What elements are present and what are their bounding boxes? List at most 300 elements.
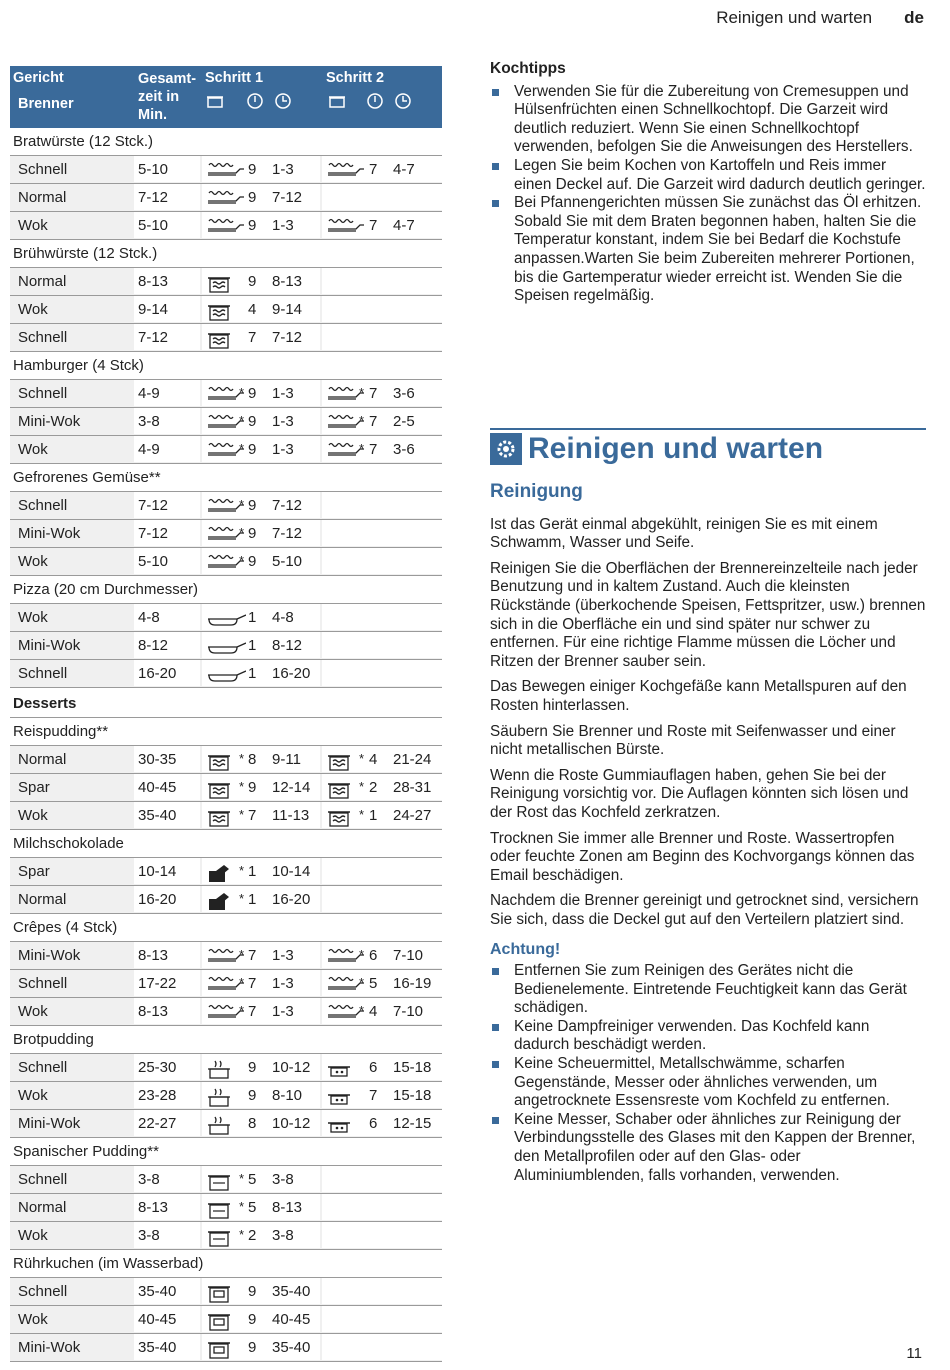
kochtipp-item: Legen Sie beim Kochen von Kartoffeln und Reis immer einen Deckel auf. Die Garzeit wird dadurch deutlich geringer.	[490, 157, 926, 194]
grill-icon	[326, 161, 366, 185]
step-time: 7-10	[393, 1003, 424, 1020]
grill-icon	[206, 217, 246, 241]
burner-label: Mini-Wok	[18, 525, 81, 542]
dish-label: Milchschokolade	[13, 835, 124, 852]
step-time: 10-14	[272, 863, 311, 880]
table-row	[10, 296, 442, 324]
power-level: 9	[248, 441, 257, 458]
table-row	[10, 970, 442, 998]
step-time: 1-3	[272, 947, 294, 964]
table-row	[10, 1278, 442, 1306]
power-level: 9	[248, 273, 257, 290]
burner-label: Wok	[18, 441, 48, 458]
step-time: 3-8	[272, 1171, 294, 1188]
step-time: 11-13	[272, 807, 310, 824]
step-time: 3-8	[272, 1227, 294, 1244]
total-time: 9-14	[138, 301, 169, 318]
power-level: 7	[248, 807, 257, 824]
dish-row	[10, 464, 442, 492]
table-row	[10, 886, 442, 914]
table-row	[10, 802, 442, 830]
burner-label: Wok	[18, 807, 48, 824]
table-row	[10, 1166, 442, 1194]
power-level: 9	[248, 525, 257, 542]
step-time: 16-20	[272, 891, 311, 908]
power-level: 7	[248, 1003, 257, 1020]
burner-label: Spar	[18, 779, 50, 796]
step2-cell-bg	[322, 1222, 442, 1248]
power-level: 1	[248, 665, 257, 682]
dish-row	[10, 830, 442, 858]
star-marker: *	[359, 441, 365, 456]
step2-cell-bg	[322, 268, 442, 294]
power-level: 8	[248, 1115, 257, 1132]
power-level: 5	[248, 1199, 257, 1216]
table-row	[10, 380, 442, 408]
step-time: 8-10	[272, 1087, 303, 1104]
power-level: 9	[248, 553, 257, 570]
burner-label: Wok	[18, 609, 48, 626]
star-marker: *	[239, 779, 245, 794]
burner-label: Normal	[18, 273, 67, 290]
step-time: 8-13	[272, 1199, 303, 1216]
step-time: 1-3	[272, 385, 294, 402]
page-header	[716, 8, 924, 28]
table-row	[10, 604, 442, 632]
burner-label: Schnell	[18, 1059, 68, 1076]
power-level: 2	[248, 1227, 257, 1244]
step-time: 15-18	[393, 1059, 432, 1076]
table-row	[10, 1194, 442, 1222]
table-row	[10, 1334, 442, 1362]
step2-cell-bg	[322, 886, 442, 912]
reinigung-paragraph: Trocknen Sie immer alle Brenner und Roste. Wassertropfen oder feuchte Zonen am Beginn des Kochvorgangs können das Email beschädigen.	[490, 829, 915, 884]
step2-cell-bg	[322, 548, 442, 574]
burner-label: Normal	[18, 891, 67, 908]
total-time: 7-12	[138, 189, 169, 206]
power-level: 4	[369, 751, 378, 768]
grill-icon	[206, 189, 246, 213]
step-time: 8-13	[272, 273, 303, 290]
step2-cell-bg	[322, 660, 442, 686]
burner-label: Schnell	[18, 161, 68, 178]
warning-item: Keine Messer, Schaber oder ähnliches zur Reinigung der Verbindungsstelle des Glases mit den Kappen der Brenner, den Metallprofilen oder auf den Glas- oder Aluminiumblenden, falls vorhanden, verwenden.	[490, 1111, 926, 1185]
table-row	[10, 632, 442, 660]
burner-label: Normal	[18, 1199, 67, 1216]
step-time: 1-3	[272, 161, 294, 178]
power-level: 9	[248, 189, 257, 206]
step-time: 15-18	[393, 1087, 432, 1104]
grill-icon	[206, 161, 246, 185]
burner-label: Schnell	[18, 1283, 68, 1300]
grill-icon	[326, 217, 366, 241]
pot-icon	[206, 92, 224, 110]
total-time: 25-30	[138, 1059, 177, 1076]
dish-row	[10, 352, 442, 380]
step-time: 9-11	[272, 751, 301, 768]
pan-icon	[206, 637, 246, 661]
table-row	[10, 492, 442, 520]
star-marker: *	[239, 525, 245, 540]
reinigung-paragraph: Das Bewegen einiger Kochgefäße kann Metallspuren auf den Rosten hinterlassen.	[490, 678, 907, 714]
star-marker: *	[239, 441, 245, 456]
pan-icon	[206, 665, 246, 689]
section-title: Reinigen und warten	[528, 432, 824, 465]
total-time: 16-20	[138, 665, 177, 682]
step-time: 8-12	[272, 637, 303, 654]
total-time: 7-12	[138, 497, 169, 514]
step2-cell-bg	[322, 1166, 442, 1192]
step2-cell-bg	[322, 858, 442, 884]
step-time: 3-6	[393, 385, 415, 402]
step2-cell-bg	[322, 632, 442, 658]
total-time: 8-12	[138, 637, 169, 654]
table-row	[10, 184, 442, 212]
step-time: 7-12	[272, 329, 303, 346]
total-time: 7-12	[138, 329, 169, 346]
step-time: 10-12	[272, 1059, 311, 1076]
burner-label: Mini-Wok	[18, 1339, 81, 1356]
step-time: 16-20	[272, 665, 311, 682]
power-level: 2	[369, 779, 378, 796]
total-time: 5-10	[138, 553, 169, 570]
total-time: 4-8	[138, 609, 160, 626]
step-time: 7-12	[272, 189, 303, 206]
step-time: 21-24	[393, 751, 432, 768]
table-row	[10, 268, 442, 296]
total-time: 35-40	[138, 1339, 177, 1356]
col-schritt2: Schritt 2	[326, 70, 385, 86]
power-level: 7	[248, 329, 257, 346]
power-level: 9	[248, 1311, 257, 1328]
step-time: 9-14	[272, 301, 303, 318]
kochtipps-list	[490, 83, 926, 306]
power-level: 9	[248, 217, 257, 234]
table-row	[10, 660, 442, 688]
star-marker: *	[239, 751, 245, 766]
step2-cell-bg	[322, 1194, 442, 1220]
table-row	[10, 746, 442, 774]
step2-cell-bg	[322, 1334, 442, 1360]
table-row	[10, 942, 442, 970]
power-level: 1	[248, 637, 257, 654]
step-time: 1-3	[272, 217, 294, 234]
step-time: 5-10	[272, 553, 303, 570]
table-row	[10, 1082, 442, 1110]
power-level: 7	[369, 413, 378, 430]
burner-label: Wok	[18, 217, 48, 234]
total-time: 3-8	[138, 1171, 160, 1188]
step-time: 24-27	[393, 807, 432, 824]
power-level: 1	[248, 863, 257, 880]
burner-label: Wok	[18, 301, 48, 318]
burner-label: Wok	[18, 1087, 48, 1104]
power-level: 6	[369, 947, 378, 964]
step2-cell-bg	[322, 296, 442, 322]
step-time: 4-7	[393, 161, 415, 178]
step-time: 7-12	[272, 525, 303, 542]
col-zeit: Gesamt- zeit in Min.	[138, 71, 197, 123]
burner-label: Schnell	[18, 1171, 68, 1188]
section-heading	[490, 428, 926, 466]
reinigung-section	[490, 483, 926, 1185]
power-level-icon	[366, 92, 384, 110]
step-time: 1-3	[272, 1003, 294, 1020]
bath-icon	[206, 1339, 232, 1365]
total-time: 3-8	[138, 1227, 160, 1244]
dish-row	[10, 718, 442, 746]
dish-label: Crêpes (4 Stck)	[13, 919, 118, 936]
total-time: 8-13	[138, 273, 169, 290]
star-marker: *	[359, 385, 365, 400]
star-marker: *	[239, 553, 245, 568]
clock-icon	[394, 92, 412, 110]
burner-label: Schnell	[18, 385, 68, 402]
step2-cell-bg	[322, 324, 442, 350]
warning-list	[490, 962, 926, 1185]
table-row	[10, 1306, 442, 1334]
star-marker: *	[239, 863, 245, 878]
kochtipps-title: Kochtipps	[490, 60, 566, 77]
power-level: 4	[369, 1003, 378, 1020]
star-marker: *	[239, 891, 245, 906]
power-level: 9	[248, 161, 257, 178]
total-time: 5-10	[138, 161, 169, 178]
burner-label: Wok	[18, 1003, 48, 1020]
power-level: 5	[369, 975, 378, 992]
total-time: 35-40	[138, 807, 177, 824]
total-time: 30-35	[138, 751, 177, 768]
dish-row	[10, 1250, 442, 1278]
kochtipp-item: Verwenden Sie für die Zubereitung von Cremesuppen und Hülsenfrüchten einen Schnellkochtopf. Die Garzeit wird deutlich reduziert. Wenn Sie einen Schnellkochtopf verwenden, befolgen Sie die Anweisungen des Herstellers.	[490, 83, 926, 157]
burner-label: Wok	[18, 553, 48, 570]
dish-label: Hamburger (4 Stck)	[13, 357, 144, 374]
dish-label: Bratwürste (12 Stck.)	[13, 133, 154, 150]
total-time: 16-20	[138, 891, 177, 908]
star-marker: *	[239, 1199, 245, 1214]
total-time: 3-8	[138, 413, 160, 430]
step-time: 28-31	[393, 779, 432, 796]
dish-row	[10, 240, 442, 268]
warning-item: Keine Scheuermittel, Metallschwämme, scharfen Gegenstände, Messer oder ähnliches verwenden, um angetrocknete Essensreste vom Kochfeld zu entfernen.	[490, 1055, 926, 1111]
table-row	[10, 1110, 442, 1138]
power-level: 8	[248, 751, 257, 768]
warning-title: Achtung!	[490, 941, 561, 959]
burner-label: Mini-Wok	[18, 947, 81, 964]
burner-label: Normal	[18, 751, 67, 768]
table-row	[10, 548, 442, 576]
star-marker: *	[239, 413, 245, 428]
dish-row	[10, 576, 442, 604]
step-time: 12-15	[393, 1115, 432, 1132]
total-time: 5-10	[138, 217, 169, 234]
power-level: 9	[248, 413, 257, 430]
table-row	[10, 774, 442, 802]
dish-row	[10, 1138, 442, 1166]
star-marker: *	[239, 1171, 245, 1186]
kochtipps-section	[490, 60, 926, 306]
star-marker: *	[359, 975, 365, 990]
total-time: 23-28	[138, 1087, 177, 1104]
burner-label: Spar	[18, 863, 50, 880]
step-time: 10-12	[272, 1115, 311, 1132]
table-row	[10, 156, 442, 184]
power-level: 7	[248, 975, 257, 992]
table-row	[10, 858, 442, 886]
power-level: 1	[248, 891, 257, 908]
step-time: 16-19	[393, 975, 432, 992]
total-time: 4-9	[138, 441, 160, 458]
dish-row	[10, 914, 442, 942]
step-time: 1-3	[272, 975, 294, 992]
power-level: 9	[248, 497, 257, 514]
clock-icon	[274, 92, 292, 110]
total-time: 8-13	[138, 947, 169, 964]
power-level: 9	[248, 1087, 257, 1104]
power-level-icon	[246, 92, 264, 110]
burner-label: Schnell	[18, 665, 68, 682]
power-level: 7	[248, 947, 257, 964]
star-marker: *	[359, 1003, 365, 1018]
power-level: 5	[248, 1171, 257, 1188]
star-marker: *	[359, 413, 365, 428]
step-time: 4-8	[272, 609, 294, 626]
star-marker: *	[239, 807, 245, 822]
table-body	[10, 128, 442, 1362]
star-marker: *	[359, 807, 365, 822]
pan-icon	[206, 609, 246, 633]
dish-row	[10, 1026, 442, 1054]
dish-label: Rührkuchen (im Wasserbad)	[13, 1255, 204, 1272]
reinigung-title: Reinigung	[490, 481, 583, 502]
warning-item: Entfernen Sie zum Reinigen des Gerätes nicht die Bedienelemente. Eintretende Feuchtigkeit kann das Gerät schädigen.	[490, 962, 926, 1018]
reinigung-paragraph: Säubern Sie Brenner und Roste mit Seifenwasser und einer nicht metallischen Bürste.	[490, 722, 896, 759]
dish-label: Reispudding**	[13, 723, 109, 740]
burner-label: Schnell	[18, 329, 68, 346]
total-time: 10-14	[138, 863, 177, 880]
step-time: 7-10	[393, 947, 424, 964]
table-row	[10, 1222, 442, 1250]
burner-label: Mini-Wok	[18, 1115, 81, 1132]
category-row	[10, 688, 442, 718]
step-time: 1-3	[272, 413, 294, 430]
table-row	[10, 408, 442, 436]
burner-label: Wok	[18, 1311, 48, 1328]
total-time: 4-9	[138, 385, 160, 402]
burner-label: Wok	[18, 1227, 48, 1244]
burner-label: Schnell	[18, 497, 68, 514]
header-lang: de	[904, 8, 924, 27]
star-marker: *	[239, 975, 245, 990]
reinigung-paragraph: Nachdem die Brenner gereinigt und getrocknet sind, versichern Sie sich, dass die Deckel gut auf den Verteilern platziert sind.	[490, 892, 919, 928]
table-row	[10, 520, 442, 548]
star-marker: *	[359, 947, 365, 962]
star-marker: *	[359, 779, 365, 794]
dish-label: Pizza (20 cm Durchmesser)	[13, 581, 199, 598]
power-level: 9	[248, 779, 257, 796]
cooking-table	[10, 66, 442, 1362]
reinigung-paragraphs	[490, 516, 926, 930]
step-time: 40-45	[272, 1311, 311, 1328]
power-level: 7	[369, 161, 378, 178]
star-marker: *	[239, 1227, 245, 1242]
star-marker: *	[359, 751, 365, 766]
power-level: 4	[248, 301, 257, 318]
step-time: 2-5	[393, 413, 415, 430]
step2-cell-bg	[322, 604, 442, 630]
power-level: 9	[248, 1059, 257, 1076]
table-row	[10, 998, 442, 1026]
star-marker: *	[239, 947, 245, 962]
step-time: 7-12	[272, 497, 303, 514]
total-time: 35-40	[138, 1283, 177, 1300]
header-section: Reinigen und warten	[716, 8, 873, 27]
col-schritt1: Schritt 1	[205, 70, 264, 86]
power-level: 1	[369, 807, 378, 824]
step2-cell-bg	[322, 1278, 442, 1304]
dish-row	[10, 128, 442, 156]
page-number: 11	[906, 1345, 922, 1362]
star-marker: *	[239, 385, 245, 400]
star-marker: *	[239, 1003, 245, 1018]
step2-cell-bg	[322, 520, 442, 546]
step-time: 3-6	[393, 441, 415, 458]
dish-label: Spanischer Pudding**	[13, 1143, 159, 1160]
power-level: 7	[369, 217, 378, 234]
power-level: 9	[248, 1283, 257, 1300]
pot-icon	[328, 92, 346, 110]
step-time: 1-3	[272, 441, 294, 458]
table-row	[10, 212, 442, 240]
kochtipp-item: Bei Pfannengerichten müssen Sie zunächst das Öl erhitzen. Sobald Sie mit dem Braten begonnen haben, halten Sie die Temperatur konstant, indem Sie bei Bedarf die Kochstufe anpassen.Warten Sie beim Zubereiten mehrerer Portionen, bis die Gartemperatur wieder erreicht ist. Wenden Sie die Speisen regelmäßig.	[490, 194, 926, 306]
dish-label: Brühwürste (12 Stck.)	[13, 245, 158, 262]
col-brenner: Brenner	[18, 96, 74, 112]
power-level: 6	[369, 1059, 378, 1076]
step-time: 35-40	[272, 1339, 311, 1356]
star-marker: *	[239, 497, 245, 512]
burner-label: Normal	[18, 189, 67, 206]
total-time: 40-45	[138, 779, 177, 796]
burner-label: Mini-Wok	[18, 413, 81, 430]
power-level: 1	[248, 609, 257, 626]
total-time: 22-27	[138, 1115, 177, 1132]
maintenance-icon	[490, 433, 522, 465]
col-gericht: Gericht	[13, 70, 64, 86]
power-level: 7	[369, 441, 378, 458]
step-time: 4-7	[393, 217, 415, 234]
reinigung-paragraph: Wenn die Roste Gummiauflagen haben, gehen Sie bei der Reinigung vorsichtig vor. Die Auflagen könnten sich lösen und der Rost das Kochfeld zerkratzen.	[490, 766, 909, 821]
burner-label: Schnell	[18, 975, 68, 992]
reinigung-paragraph: Ist das Gerät einmal abgekühlt, reinigen Sie es mit einem Schwamm, Wasser und Seife.	[490, 515, 878, 552]
total-time: 7-12	[138, 525, 169, 542]
table-row	[10, 436, 442, 464]
step-time: 12-14	[272, 779, 311, 796]
step-time: 35-40	[272, 1283, 311, 1300]
table-row	[10, 324, 442, 352]
step2-cell-bg	[322, 1306, 442, 1332]
dish-label: Gefrorenes Gemüse**	[13, 469, 161, 486]
step2-cell-bg	[322, 184, 442, 210]
burner-label: Mini-Wok	[18, 637, 81, 654]
category-label: Desserts	[13, 695, 77, 712]
power-level: 7	[369, 1087, 378, 1104]
step2-cell-bg	[322, 492, 442, 518]
total-time: 17-22	[138, 975, 177, 992]
reinigung-paragraph: Reinigen Sie die Oberflächen der Brennereinzelteile nach jeder Benutzung und in kaltem Zustand. Auch die kleinsten Rückstände (überkochende Speisen, Fettspritzer, usw.) brennen sich in die Oberfläche ein und sind später nur schwer zu entfernen. Für eine richtige Flamme müssen die Löcher und Ritzen der Brenner sauber sein.	[490, 559, 926, 670]
power-level: 7	[369, 385, 378, 402]
power-level: 9	[248, 1339, 257, 1356]
total-time: 8-13	[138, 1003, 169, 1020]
